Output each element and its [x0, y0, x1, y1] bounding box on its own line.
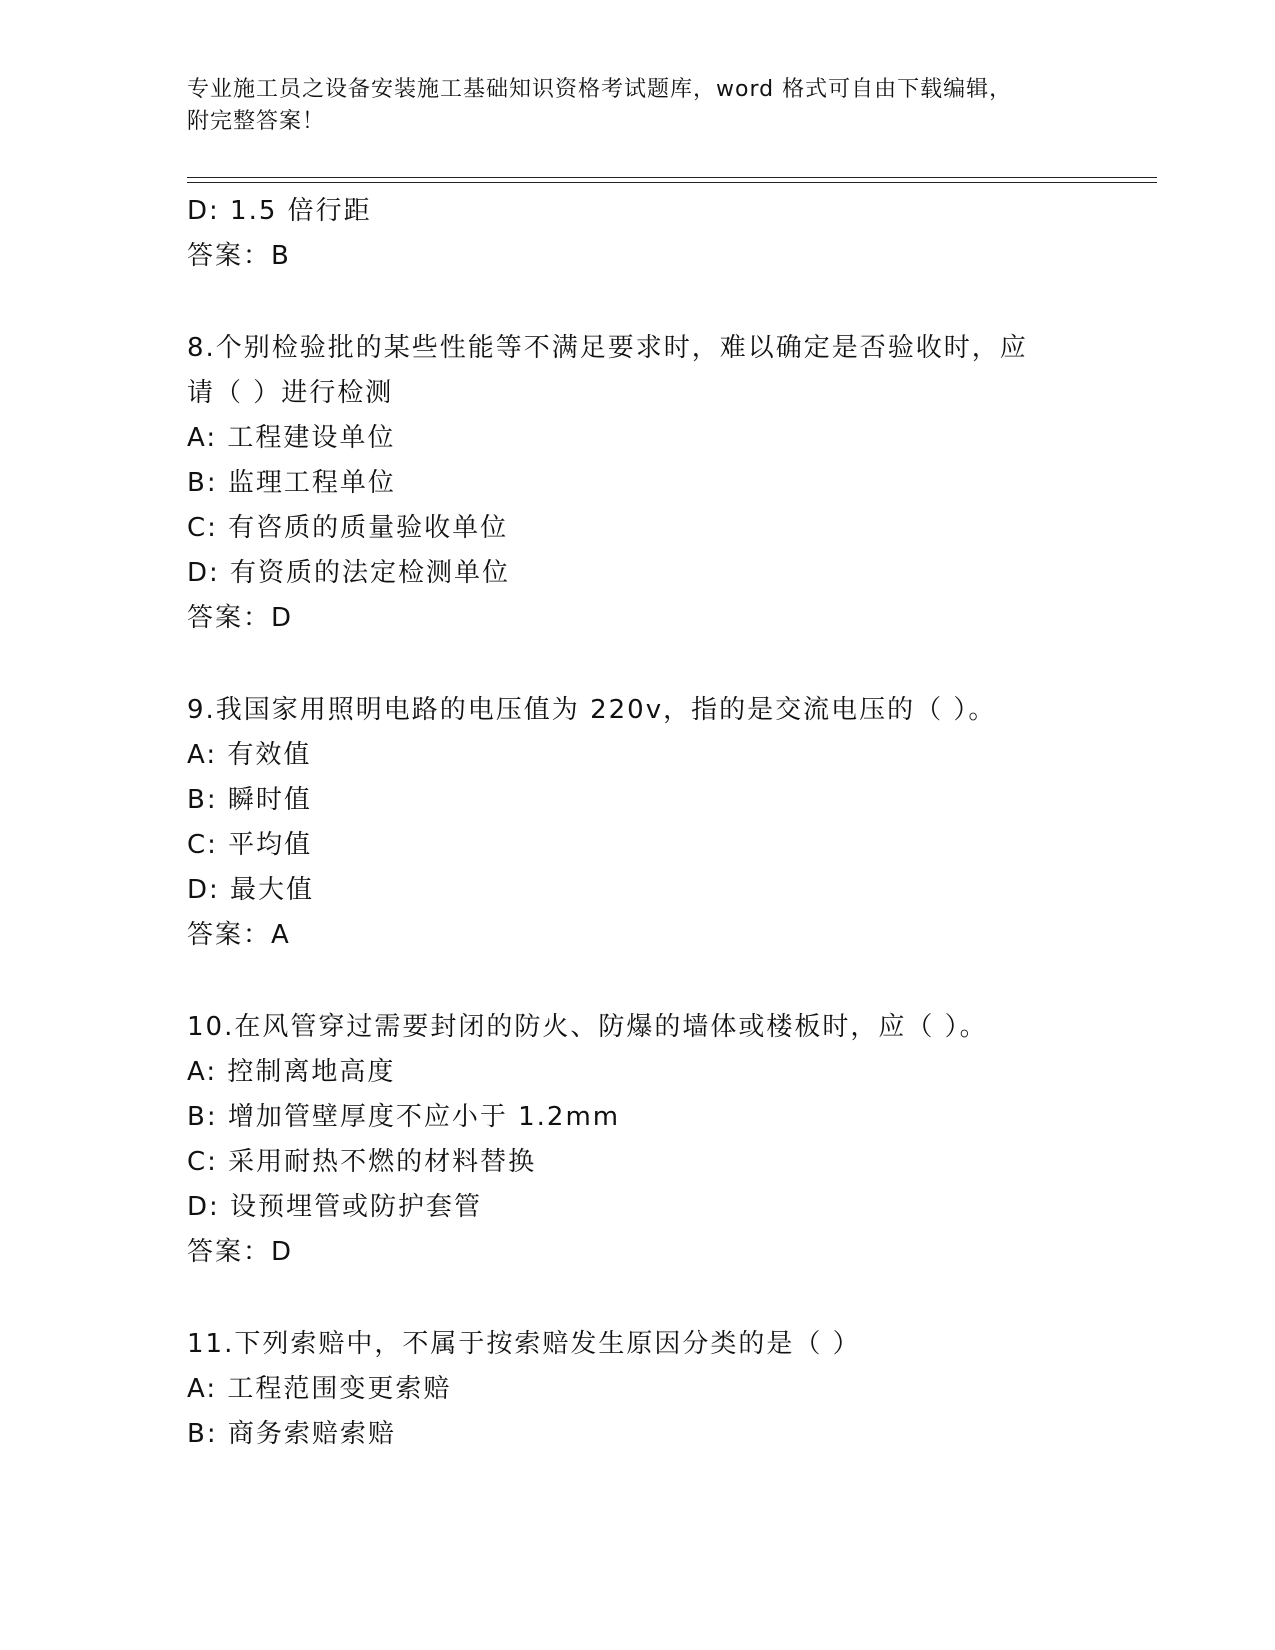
question-8 — [187, 326, 1087, 641]
question-stem: 11.下列索赔中，不属于按索赔发生原因分类的是（ ） — [187, 1329, 861, 1359]
spacer — [187, 1275, 1087, 1322]
answer-line: 答案：A — [187, 920, 291, 950]
spacer — [187, 279, 1087, 326]
question-stem-continued: 请（ ）进行检测 — [187, 378, 394, 408]
question-10 — [187, 1005, 1087, 1275]
answer-line: 答案：B — [187, 241, 291, 271]
question-stem: 9.我国家用照明电路的电压值为 220v，指的是交流电压的（ ）。 — [187, 695, 997, 725]
option-b: B: 瞬时值 — [187, 785, 312, 815]
option-a: A: 控制离地高度 — [187, 1057, 396, 1087]
option-d: D: 有资质的法定检测单位 — [187, 558, 511, 588]
question-stem: 10.在风管穿过需要封闭的防火、防爆的墙体或楼板时，应（ ）。 — [187, 1012, 988, 1042]
option-d: D: 设预埋管或防护套管 — [187, 1192, 483, 1222]
header-divider — [187, 177, 1157, 183]
spacer — [187, 641, 1087, 688]
option-b: B: 商务索赔索赔 — [187, 1419, 396, 1449]
header-line-2: 附完整答案！ — [187, 109, 326, 134]
option-b: B: 监理工程单位 — [187, 468, 396, 498]
answer-line: 答案：D — [187, 1237, 294, 1267]
question-9 — [187, 688, 1087, 958]
question-stem: 8.个别检验批的某些性能等不满足要求时，难以确定是否验收时，应 — [187, 333, 1028, 363]
option-c: C: 平均值 — [187, 830, 313, 860]
option-a: A: 工程建设单位 — [187, 423, 396, 453]
document-header — [187, 74, 1087, 138]
answer-line: 答案：D — [187, 603, 294, 633]
option-c: C: 采用耐热不燃的材料替换 — [187, 1147, 537, 1177]
question-list — [187, 189, 1087, 1457]
option-a: A: 有效值 — [187, 740, 312, 770]
spacer — [187, 958, 1087, 1005]
question-11 — [187, 1322, 1087, 1457]
option-d: D: 最大值 — [187, 875, 315, 905]
option-b: B: 增加管壁厚度不应小于 1.2mm — [187, 1102, 621, 1132]
option-d: D: 1.5 倍行距 — [187, 196, 372, 226]
header-line-1: 专业施工员之设备安装施工基础知识资格考试题库，word 格式可自由下载编辑， — [187, 77, 1013, 102]
option-c: C: 有咨质的质量验收单位 — [187, 513, 509, 543]
option-a: A: 工程范围变更索赔 — [187, 1374, 452, 1404]
